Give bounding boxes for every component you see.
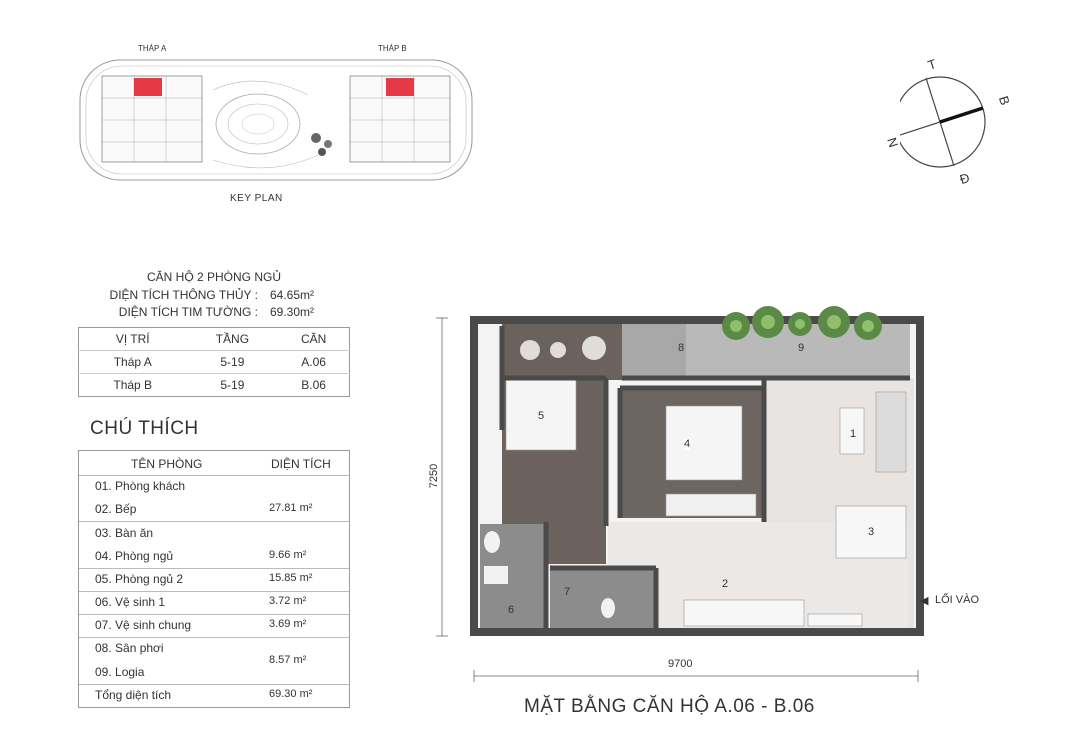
legend-area: 27.81 m²	[269, 502, 313, 514]
plan-title: MẶT BẰNG CĂN HỘ A.06 - B.06	[524, 696, 815, 717]
apartment-type: CĂN HỘ 2 PHÒNG NGỦ	[146, 270, 281, 284]
floor-header: TẦNG	[186, 328, 278, 351]
table-cell: 5-19	[186, 351, 278, 374]
floor-plan	[430, 290, 1070, 720]
area-net-value: 64.65m²	[270, 288, 315, 302]
tower-b-label: THÁP B	[378, 44, 407, 53]
legend-area: 9.66 m²	[269, 549, 307, 561]
room-number-4: 4	[684, 438, 691, 450]
room-number-9: 9	[798, 342, 805, 354]
legend-room: 01. Phòng khách	[95, 479, 186, 493]
room-number-7: 7	[564, 586, 571, 598]
location-header: VỊ TRÍ	[79, 328, 187, 351]
legend-area: 8.57 m²	[269, 654, 307, 666]
table-cell: Tháp A	[79, 351, 187, 374]
dimension-height: 7250	[428, 463, 441, 489]
tower-a-label: THÁP A	[138, 44, 167, 53]
area-net-label: DIỆN TÍCH THÔNG THỦY :	[109, 288, 258, 302]
table-cell: 5-19	[220, 378, 245, 392]
key-plan-label: KEY PLAN	[230, 193, 283, 204]
legend-room: 06. Vệ sinh 1	[95, 595, 166, 609]
table-row	[79, 374, 350, 397]
room-number-8: 8	[678, 342, 685, 354]
legend-room: 02. Bếp	[95, 502, 137, 516]
legend-header-name: TÊN PHÒNG	[131, 457, 203, 471]
room-number-3: 3	[868, 526, 875, 538]
unit-header: CĂN	[278, 328, 349, 351]
key-plan-drawing	[78, 40, 478, 240]
entry-arrow-icon: ◀	[920, 595, 929, 607]
location-table	[78, 327, 350, 397]
apartment-info	[78, 270, 350, 321]
table-cell: Tháp B	[113, 378, 153, 392]
entry-label: LỐI VÀO	[935, 594, 980, 606]
legend-room: 05. Phòng ngủ 2	[95, 572, 184, 586]
legend-area: 15.85 m²	[269, 572, 313, 584]
table-cell: B.06	[301, 378, 326, 392]
compass-north: T	[925, 56, 939, 73]
compass-east: B	[995, 94, 1013, 107]
legend-room: 03. Bàn ăn	[95, 526, 154, 540]
area-gross-label: DIỆN TÍCH TIM TƯỜNG :	[118, 305, 258, 319]
table-row	[79, 351, 350, 374]
dimension-width: 9700	[668, 658, 693, 670]
room-number-1: 1	[850, 428, 857, 440]
legend-room: 08. Sân phơi	[95, 641, 164, 655]
highlight-unit-a06	[134, 78, 162, 96]
legend-total-area: 69.30 m²	[269, 688, 313, 700]
compass	[884, 55, 1030, 195]
legend-total: Tổng diện tích	[95, 688, 172, 702]
legend-room: 09. Logia	[95, 665, 145, 679]
legend-header-area: DIỆN TÍCH	[271, 457, 331, 471]
key-plan	[78, 40, 478, 240]
legend-room: 07. Vệ sinh chung	[95, 618, 192, 632]
compass-south: Đ	[957, 169, 972, 188]
highlight-unit-b06	[386, 78, 414, 96]
legend-room: 04. Phòng ngủ	[95, 549, 174, 563]
room-number-5: 5	[538, 410, 545, 422]
legend-area: 3.69 m²	[269, 618, 307, 630]
table-cell: A.06	[278, 351, 349, 374]
floor-plan-drawing	[430, 290, 1070, 720]
legend-title: CHÚ THÍCH	[90, 418, 199, 439]
compass-east-needle	[940, 108, 983, 122]
area-gross-value: 69.30m²	[270, 305, 315, 319]
legend-table	[78, 450, 350, 708]
room-number-2: 2	[722, 578, 729, 590]
room-number-6: 6	[508, 604, 515, 616]
compass-west: N	[884, 135, 902, 150]
legend-area: 3.72 m²	[269, 595, 307, 607]
